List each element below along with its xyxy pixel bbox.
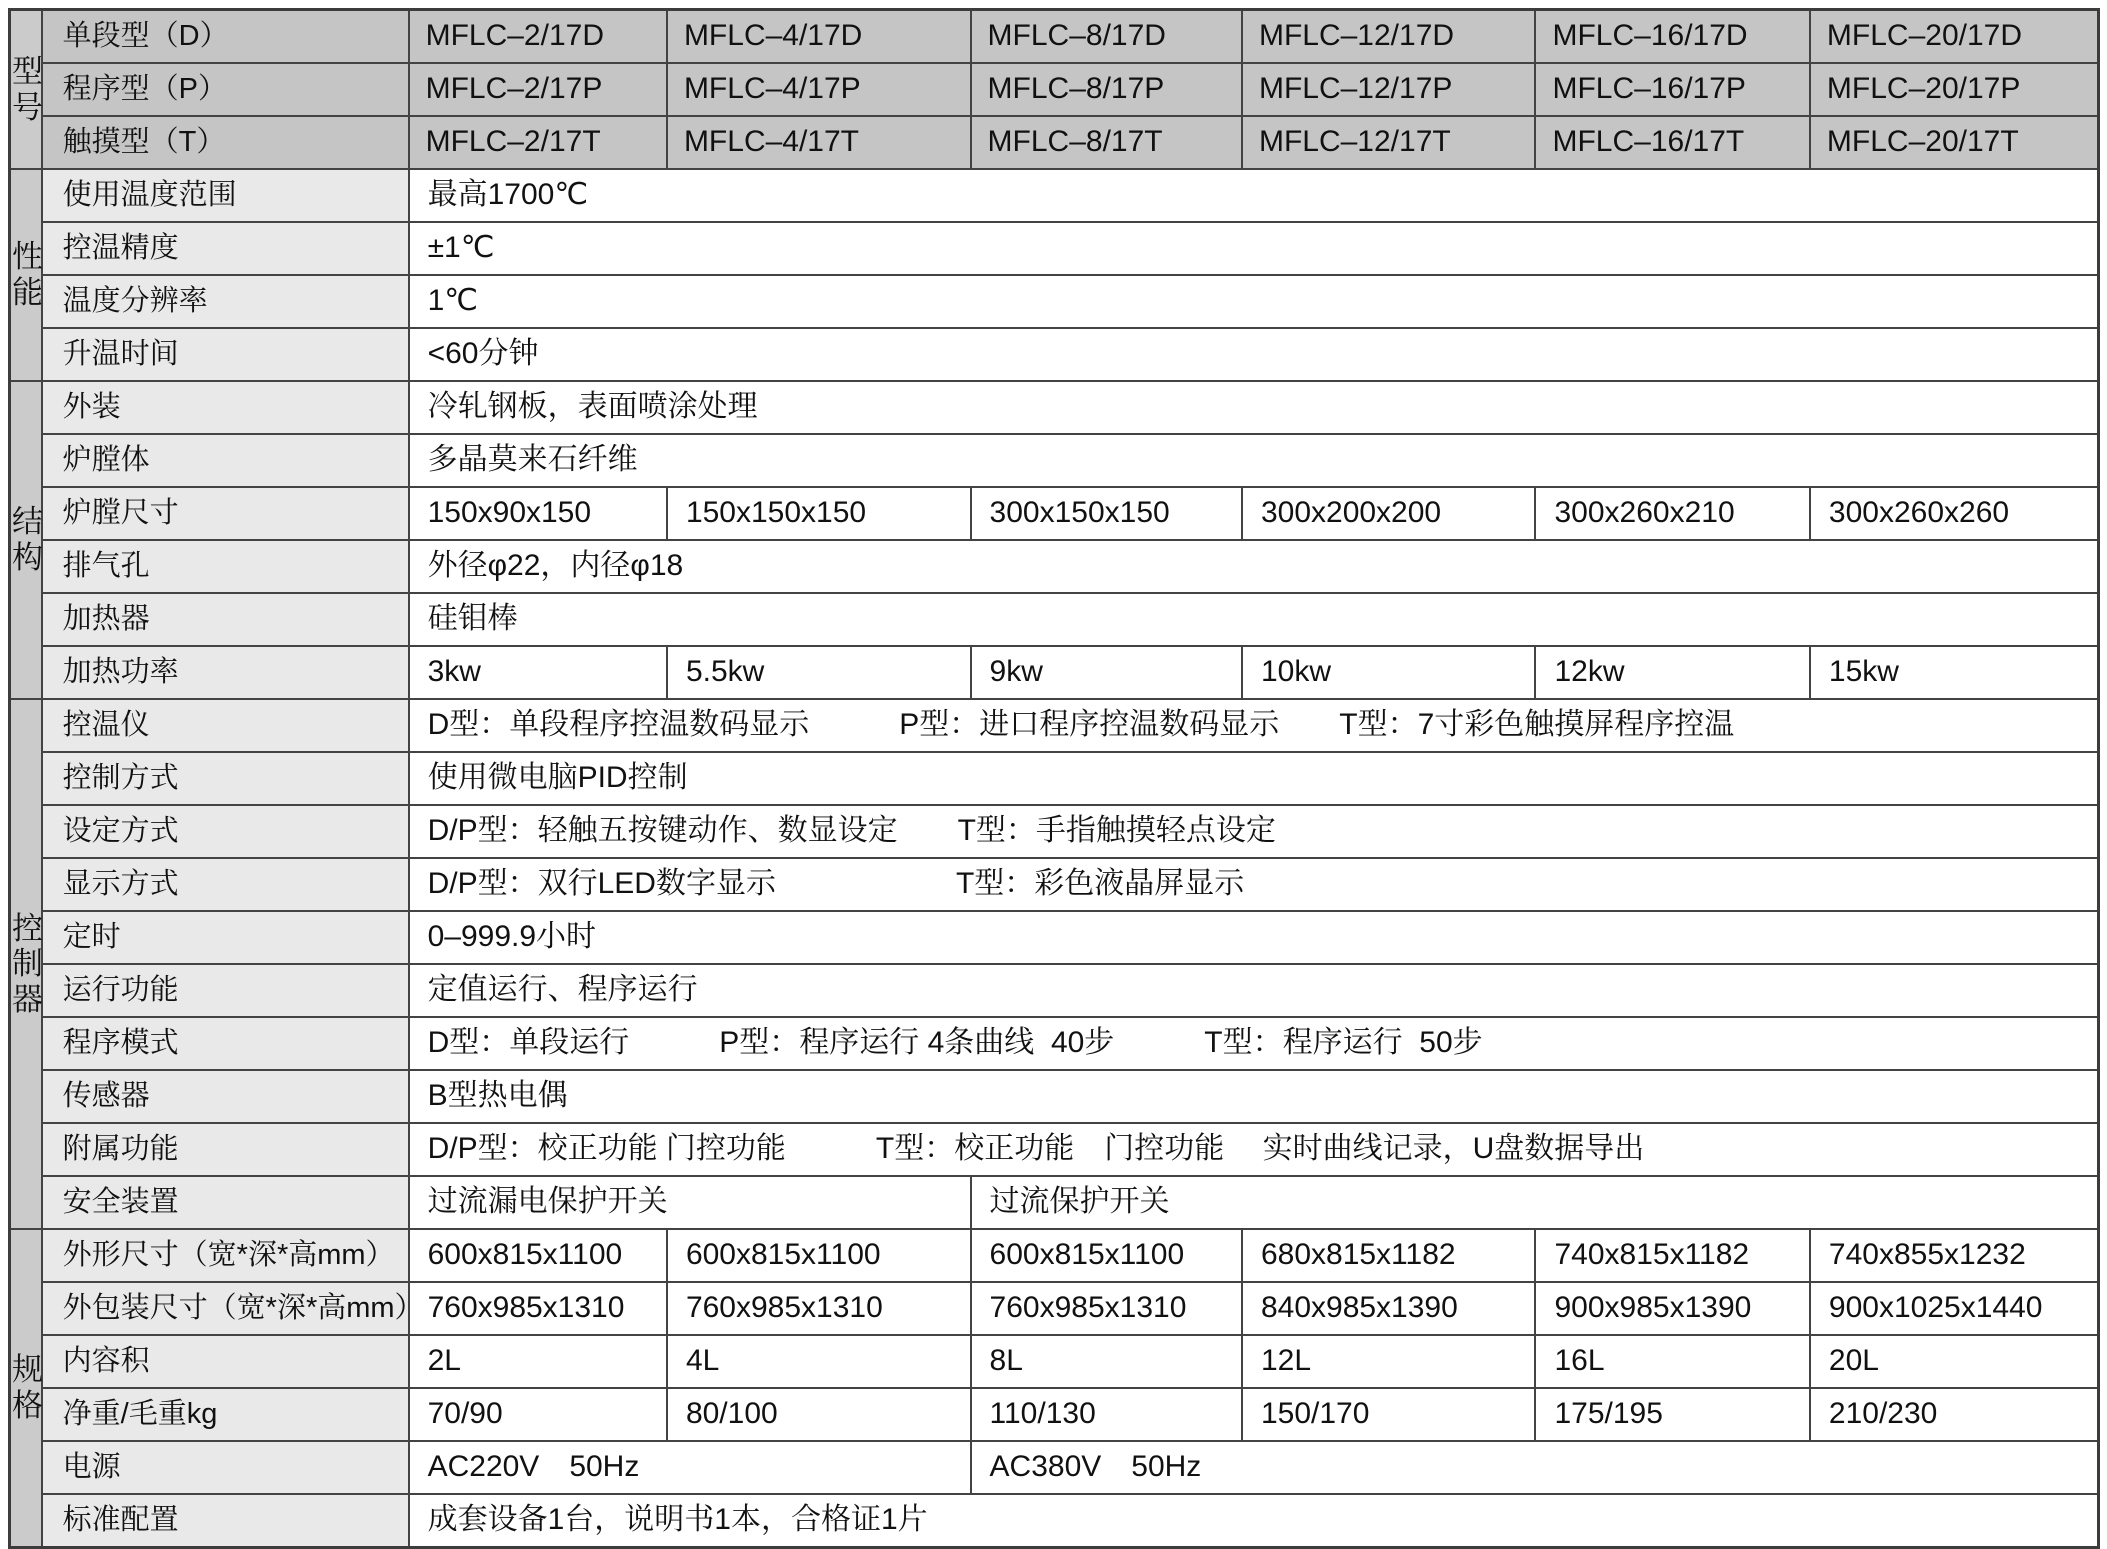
row-label-timer: 定时	[42, 911, 409, 964]
model-cell: MFLC–8/17D	[971, 10, 1242, 64]
model-cell: MFLC–4/17D	[667, 10, 971, 64]
spec-value: 300x260x210	[1535, 487, 1809, 540]
table-row	[10, 222, 2099, 275]
row-label-exterior: 外装	[42, 381, 409, 434]
group-label-specs: 规格	[10, 1229, 42, 1548]
spec-value: 定值运行、程序运行	[409, 964, 2099, 1017]
spec-value: 600x815x1100	[409, 1229, 667, 1282]
row-label-temp-resolution: 温度分辨率	[42, 275, 409, 328]
spec-value: D型：单段程序控温数码显示 P型：进口程序控温数码显示 T型：7寸彩色触摸屏程序控温	[409, 699, 2099, 752]
group-label-structure: 结构	[10, 381, 42, 699]
spec-value: AC380V 50Hz	[971, 1441, 2099, 1494]
model-cell: MFLC–2/17P	[409, 63, 667, 116]
spec-value: B型热电偶	[409, 1070, 2099, 1123]
spec-value: 760x985x1310	[667, 1282, 971, 1335]
spec-value: 多晶莫来石纤维	[409, 434, 2099, 487]
model-cell: MFLC–2/17D	[409, 10, 667, 64]
row-label-heating-power: 加热功率	[42, 646, 409, 699]
row-label-vent: 排气孔	[42, 540, 409, 593]
row-label-standard-config: 标准配置	[42, 1494, 409, 1548]
spec-value: 12L	[1242, 1335, 1536, 1388]
table-row	[10, 699, 2099, 752]
spec-value: 12kw	[1535, 646, 1809, 699]
row-label-program-mode: 程序模式	[42, 1017, 409, 1070]
spec-value: 10kw	[1242, 646, 1536, 699]
group-label-model: 型号	[10, 10, 42, 170]
table-row	[10, 805, 2099, 858]
model-cell: MFLC–12/17D	[1242, 10, 1536, 64]
row-label-setting-method: 设定方式	[42, 805, 409, 858]
table-row	[10, 593, 2099, 646]
table-row	[10, 540, 2099, 593]
spec-value: 760x985x1310	[409, 1282, 667, 1335]
spec-value: 900x985x1390	[1535, 1282, 1809, 1335]
spec-value: 最高1700℃	[409, 169, 2099, 222]
table-row	[10, 964, 2099, 1017]
row-label-sensor: 传感器	[42, 1070, 409, 1123]
model-cell: MFLC–12/17T	[1242, 116, 1536, 169]
table-row	[10, 1388, 2099, 1441]
row-label-temp-accuracy: 控温精度	[42, 222, 409, 275]
spec-value: 150x150x150	[667, 487, 971, 540]
spec-value: 2L	[409, 1335, 667, 1388]
spec-value: <60分钟	[409, 328, 2099, 381]
table-row	[10, 1494, 2099, 1548]
table-row	[10, 1441, 2099, 1494]
table-row	[10, 1282, 2099, 1335]
spec-value: 80/100	[667, 1388, 971, 1441]
table-row	[10, 752, 2099, 805]
model-cell: MFLC–20/17T	[1810, 116, 2099, 169]
spec-value: 900x1025x1440	[1810, 1282, 2099, 1335]
spec-value: 210/230	[1810, 1388, 2099, 1441]
table-row	[10, 858, 2099, 911]
table-row	[10, 1335, 2099, 1388]
row-label-model-t: 触摸型（T）	[42, 116, 409, 169]
spec-value: 150x90x150	[409, 487, 667, 540]
row-label-model-d: 单段型（D）	[42, 10, 409, 64]
table-row	[10, 1070, 2099, 1123]
row-label-safety-device: 安全装置	[42, 1176, 409, 1229]
table-row	[10, 1229, 2099, 1282]
spec-value: 外径φ22，内径φ18	[409, 540, 2099, 593]
model-cell: MFLC–12/17P	[1242, 63, 1536, 116]
model-cell: MFLC–2/17T	[409, 116, 667, 169]
spec-value: 硅钼棒	[409, 593, 2099, 646]
spec-value: 300x150x150	[971, 487, 1242, 540]
row-label-run-function: 运行功能	[42, 964, 409, 1017]
model-cell: MFLC–8/17T	[971, 116, 1242, 169]
spec-value: D/P型：校正功能 门控功能 T型：校正功能 门控功能 实时曲线记录，U盘数据导出	[409, 1123, 2099, 1176]
table-row	[10, 646, 2099, 699]
spec-value: 15kw	[1810, 646, 2099, 699]
spec-value: 冷轧钢板，表面喷涂处理	[409, 381, 2099, 434]
model-cell: MFLC–8/17P	[971, 63, 1242, 116]
spec-value: 16L	[1535, 1335, 1809, 1388]
table-row	[10, 63, 2099, 116]
table-row	[10, 911, 2099, 964]
spec-value: 8L	[971, 1335, 1242, 1388]
spec-value: D/P型：轻触五按键动作、数显设定 T型：手指触摸轻点设定	[409, 805, 2099, 858]
spec-value: 110/130	[971, 1388, 1242, 1441]
table-row	[10, 10, 2099, 64]
model-cell: MFLC–20/17P	[1810, 63, 2099, 116]
table-row	[10, 169, 2099, 222]
row-label-weight: 净重/毛重kg	[42, 1388, 409, 1441]
spec-value: 使用微电脑PID控制	[409, 752, 2099, 805]
spec-value: 300x260x260	[1810, 487, 2099, 540]
spec-value: ±1℃	[409, 222, 2099, 275]
group-label-controller: 控制器	[10, 699, 42, 1229]
spec-value: 过流漏电保护开关	[409, 1176, 971, 1229]
row-label-inner-volume: 内容积	[42, 1335, 409, 1388]
row-label-chamber-body: 炉膛体	[42, 434, 409, 487]
row-label-display-method: 显示方式	[42, 858, 409, 911]
table-row	[10, 328, 2099, 381]
row-label-packing-dimensions: 外包装尺寸（宽*深*高mm）	[42, 1282, 409, 1335]
row-label-heater: 加热器	[42, 593, 409, 646]
row-label-temp-range: 使用温度范围	[42, 169, 409, 222]
spec-value: 840x985x1390	[1242, 1282, 1536, 1335]
table-row	[10, 487, 2099, 540]
spec-value: 680x815x1182	[1242, 1229, 1536, 1282]
spec-value: 4L	[667, 1335, 971, 1388]
row-label-control-method: 控制方式	[42, 752, 409, 805]
spec-value: 20L	[1810, 1335, 2099, 1388]
model-cell: MFLC–16/17T	[1535, 116, 1809, 169]
table-row	[10, 1123, 2099, 1176]
spec-value: 150/170	[1242, 1388, 1536, 1441]
model-cell: MFLC–16/17D	[1535, 10, 1809, 64]
furnace-spec-table	[8, 8, 2100, 1549]
row-label-outer-dimensions: 外形尺寸（宽*深*高mm）	[42, 1229, 409, 1282]
row-label-chamber-size: 炉膛尺寸	[42, 487, 409, 540]
spec-value: 175/195	[1535, 1388, 1809, 1441]
row-label-power-supply: 电源	[42, 1441, 409, 1494]
table-row	[10, 434, 2099, 487]
row-label-heatup-time: 升温时间	[42, 328, 409, 381]
spec-value: 3kw	[409, 646, 667, 699]
row-label-auxiliary-function: 附属功能	[42, 1123, 409, 1176]
table-row	[10, 381, 2099, 434]
spec-value: 1℃	[409, 275, 2099, 328]
spec-value: 成套设备1台，说明书1本，合格证1片	[409, 1494, 2099, 1548]
table-row	[10, 1017, 2099, 1070]
spec-value: 300x200x200	[1242, 487, 1536, 540]
spec-value: 600x815x1100	[667, 1229, 971, 1282]
row-label-model-p: 程序型（P）	[42, 63, 409, 116]
spec-value: 过流保护开关	[971, 1176, 2099, 1229]
spec-value: D型：单段运行 P型：程序运行 4条曲线 40步 T型：程序运行 50步	[409, 1017, 2099, 1070]
model-cell: MFLC–20/17D	[1810, 10, 2099, 64]
spec-value: D/P型：双行LED数字显示 T型：彩色液晶屏显示	[409, 858, 2099, 911]
spec-value: 740x855x1232	[1810, 1229, 2099, 1282]
model-cell: MFLC–4/17T	[667, 116, 971, 169]
spec-value: 600x815x1100	[971, 1229, 1242, 1282]
model-cell: MFLC–16/17P	[1535, 63, 1809, 116]
spec-value: AC220V 50Hz	[409, 1441, 971, 1494]
row-label-temp-controller: 控温仪	[42, 699, 409, 752]
table-row	[10, 1176, 2099, 1229]
spec-value: 5.5kw	[667, 646, 971, 699]
spec-value: 0–999.9小时	[409, 911, 2099, 964]
spec-value: 70/90	[409, 1388, 667, 1441]
group-label-performance: 性能	[10, 169, 42, 381]
spec-value: 9kw	[971, 646, 1242, 699]
spec-value: 740x815x1182	[1535, 1229, 1809, 1282]
spec-value: 760x985x1310	[971, 1282, 1242, 1335]
model-cell: MFLC–4/17P	[667, 63, 971, 116]
table-row	[10, 116, 2099, 169]
table-row	[10, 275, 2099, 328]
